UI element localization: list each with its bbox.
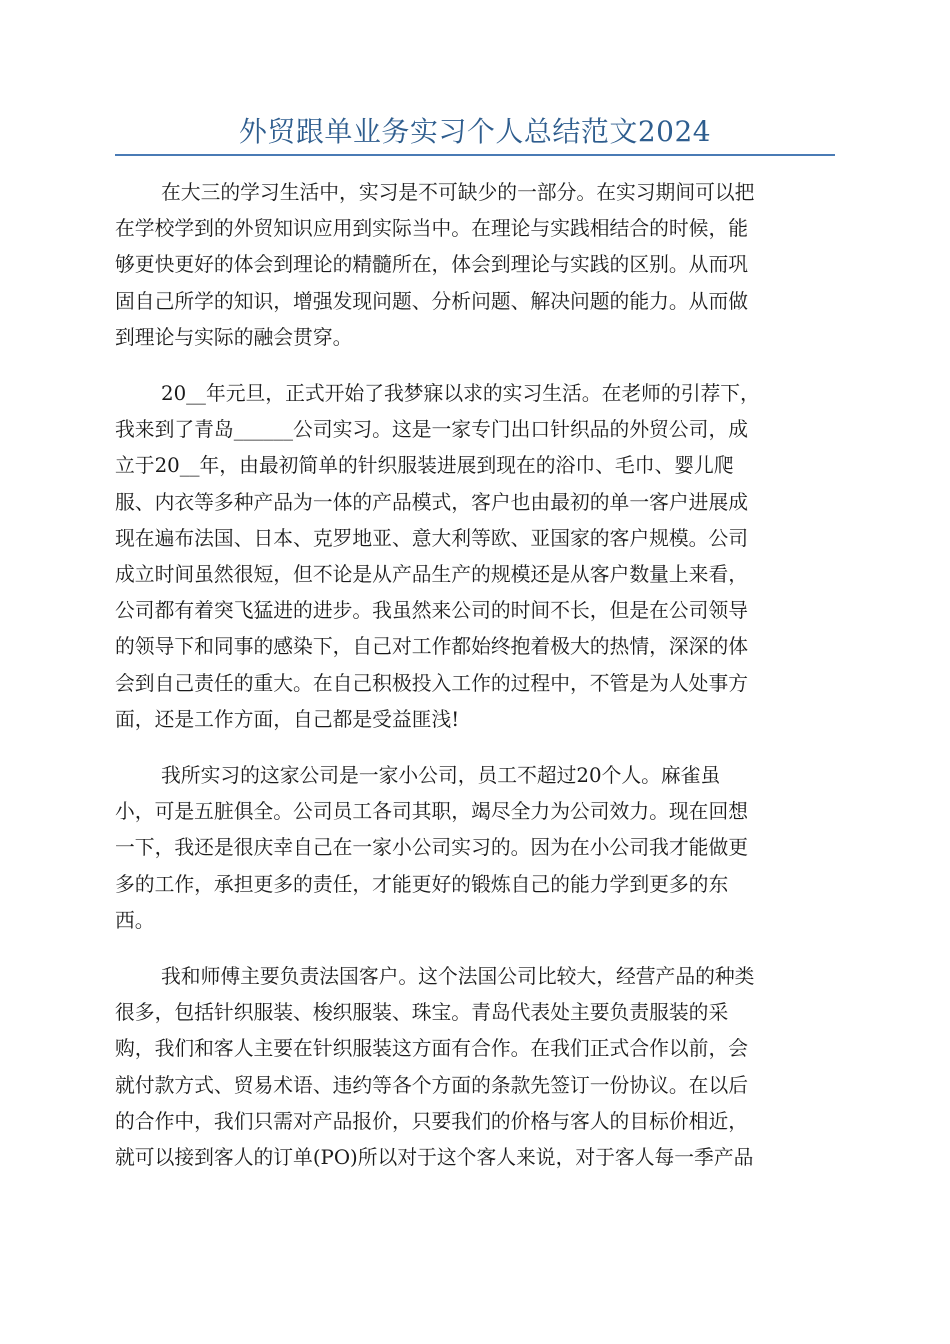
- text-line: 小，可是五脏俱全。公司员工各司其职，竭尽全力为公司效力。现在回想: [115, 800, 749, 824]
- paragraph-1: [115, 175, 835, 356]
- text-line: 服、内衣等多种产品为一体的产品模式，客户也由最初的单一客户进展成: [115, 490, 749, 514]
- text-line: 很多，包括针织服装、梭织服装、珠宝。青岛代表处主要负责服装的采: [115, 1001, 729, 1025]
- text-line: 现在遍布法国、日本、克罗地亚、意大利等欧、亚国家的客户规模。公司: [115, 526, 749, 550]
- text-line: 成立时间虽然很短，但不论是从产品生产的规模还是从客户数量上来看，: [115, 563, 749, 587]
- text-line: 公司都有着突飞猛进的进步。我虽然来公司的时间不长，但是在公司领导: [115, 599, 749, 623]
- text-line: 西。: [115, 908, 155, 932]
- text-line: 的合作中，我们只需对产品报价，只要我们的价格与客人的目标价相近，: [115, 1109, 749, 1133]
- paragraph-3: [115, 758, 835, 939]
- paragraph-2: [115, 376, 835, 738]
- text-line: 固自己所学的知识，增强发现问题、分析问题、解决问题的能力。从而做: [115, 289, 749, 313]
- text-line: 我所实习的这家公司是一家小公司，员工不超过20个人。麻雀虽: [161, 764, 721, 788]
- document-title: 外贸跟单业务实习个人总结范文2024: [238, 115, 712, 148]
- text-line: 一下，我还是很庆幸自己在一家小公司实习的。因为在小公司我才能做更: [115, 836, 749, 860]
- text-line: 购，我们和客人主要在针织服装这方面有合作。在我们正式合作以前，会: [115, 1037, 749, 1061]
- text-line: 在大三的学习生活中，实习是不可缺少的一部分。在实习期间可以把: [161, 181, 755, 204]
- text-line: 够更快更好的体会到理论的精髓所在，体会到理论与实践的区别。从而巩: [115, 253, 749, 277]
- text-line: 就付款方式、贸易术语、违约等各个方面的条款先签订一份协议。在以后: [115, 1073, 749, 1097]
- text-line: 面，还是工作方面，自己都是受益匪浅!: [115, 707, 460, 731]
- document-body: [115, 175, 835, 1196]
- text-line: 我和师傅主要负责法国客户。这个法国公司比较大，经营产品的种类: [161, 965, 755, 989]
- paragraph-4: [115, 959, 835, 1176]
- text-line: 多的工作，承担更多的责任，才能更好的锻炼自己的能力学到更多的东: [115, 872, 729, 896]
- text-line: 立于20__年，由最初简单的针织服装进展到现在的浴巾、毛巾、婴儿爬: [115, 454, 734, 478]
- text-line: 20__年元旦，正式开始了我梦寐以求的实习生活。在老师的引荐下，: [161, 382, 760, 406]
- text-line: 到理论与实际的融会贯穿。: [115, 325, 353, 349]
- text-line: 我来到了青岛______公司实习。这是一家专门出口针织品的外贸公司，成: [115, 418, 749, 442]
- text-line: 在学校学到的外贸知识应用到实际当中。在理论与实践相结合的时候，能: [115, 217, 749, 241]
- text-line: 的领导下和同事的感染下，自己对工作都始终抱着极大的热情，深深的体: [115, 635, 749, 659]
- text-line: 会到自己责任的重大。在自己积极投入工作的过程中，不管是为人处事方: [115, 671, 749, 695]
- title-underline: [115, 154, 835, 156]
- text-line: 就可以接到客人的订单(PO)所以对于这个客人来说，对于客人每一季产品: [115, 1146, 754, 1170]
